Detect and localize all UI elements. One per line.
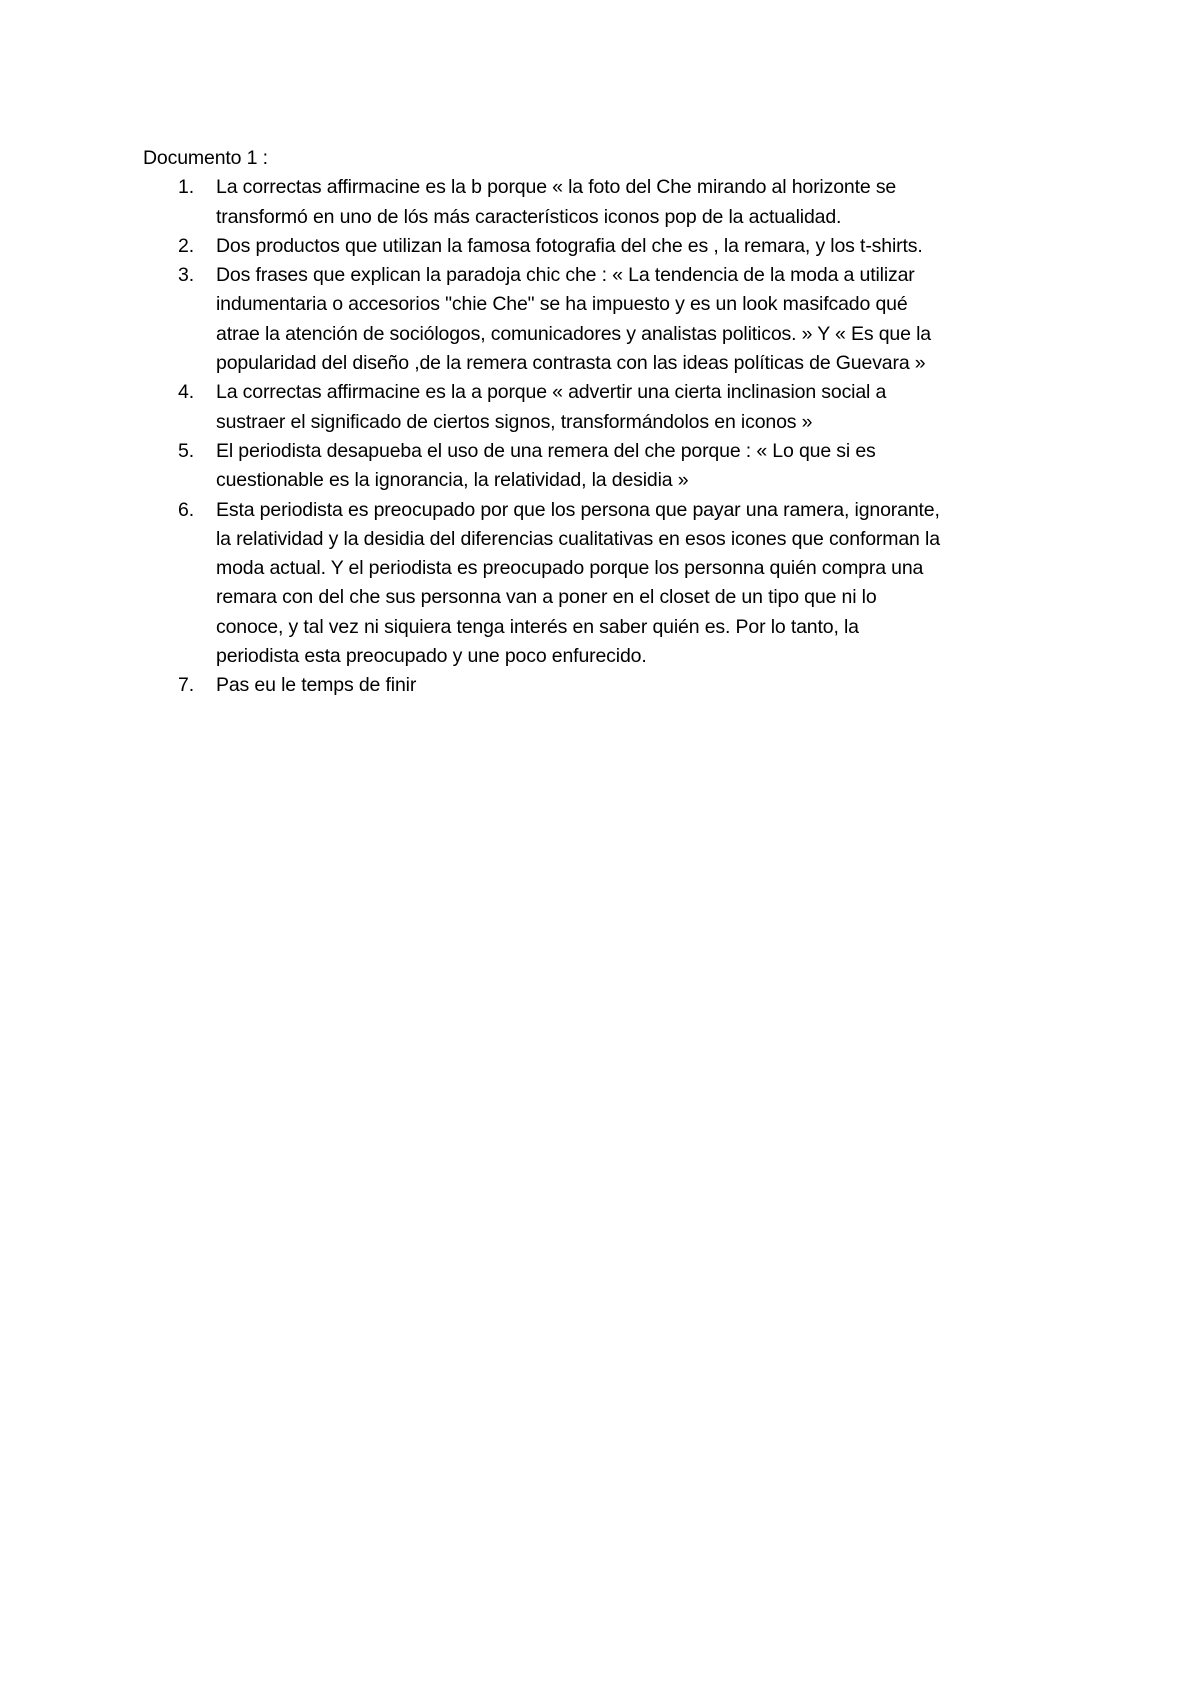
list-item-line: periodista esta preocupado y une poco enfurecido. xyxy=(216,645,647,668)
list-item xyxy=(143,437,1063,496)
list-item xyxy=(143,378,1063,437)
list-item xyxy=(143,496,1063,672)
list-item-number: 5. xyxy=(178,439,194,462)
list-item-number: 1. xyxy=(178,176,194,199)
list-item-number: 7. xyxy=(178,674,194,697)
answer-list xyxy=(143,173,1063,700)
document-body xyxy=(143,144,1063,701)
list-item-line: moda actual. Y el periodista es preocupado porque los personna quién compra una xyxy=(216,557,924,580)
list-item xyxy=(143,261,1063,378)
list-item xyxy=(143,173,1063,232)
list-item-line: atrae la atención de sociólogos, comunicadores y analistas politicos. » Y « Es que la xyxy=(216,322,931,345)
list-item-number: 4. xyxy=(178,381,194,404)
list-item-number: 6. xyxy=(178,498,194,521)
list-item-line: transformó en uno de lós más característicos iconos pop de la actualidad. xyxy=(216,205,842,228)
list-item-line: sustraer el significado de ciertos signos, transformándolos en iconos » xyxy=(216,410,813,433)
list-item-line: El periodista desapueba el uso de una remera del che porque : « Lo que si es xyxy=(216,439,876,462)
list-item xyxy=(143,671,1063,700)
list-item-line: cuestionable es la ignorancia, la relatividad, la desidia » xyxy=(216,469,689,492)
list-item-number: 3. xyxy=(178,264,194,287)
list-item-line: conoce, y tal vez ni siquiera tenga interés en saber quién es. Por lo tanto, la xyxy=(216,615,859,638)
list-item-line: Dos productos que utilizan la famosa fotografia del che es , la remara, y los t-shirts. xyxy=(216,234,923,257)
list-item xyxy=(143,232,1063,261)
list-item-number: 2. xyxy=(178,234,194,257)
list-item-line: popularidad del diseño ,de la remera contrasta con las ideas políticas de Guevara » xyxy=(216,352,926,375)
list-item-line: La correctas affirmacine es la b porque « la foto del Che mirando al horizonte se xyxy=(216,176,897,199)
list-item-line: remara con del che sus personna van a poner en el closet de un tipo que ni lo xyxy=(216,586,877,609)
list-item-line: indumentaria o accesorios "chie Che" se ha impuesto y es un look masifcado qué xyxy=(216,293,908,316)
list-item-line: Esta periodista es preocupado por que los persona que payar una ramera, ignorante, xyxy=(216,498,940,521)
list-item-line: La correctas affirmacine es la a porque « advertir una cierta inclinasion social a xyxy=(216,381,887,404)
list-item-line: Pas eu le temps de finir xyxy=(216,674,417,697)
document-title: Documento 1 : xyxy=(143,147,268,169)
list-item-line: la relatividad y la desidia del diferencias cualitativas en esos icones que conforman la xyxy=(216,527,940,550)
list-item-line: Dos frases que explican la paradoja chic che : « La tendencia de la moda a utilizar xyxy=(216,264,915,287)
